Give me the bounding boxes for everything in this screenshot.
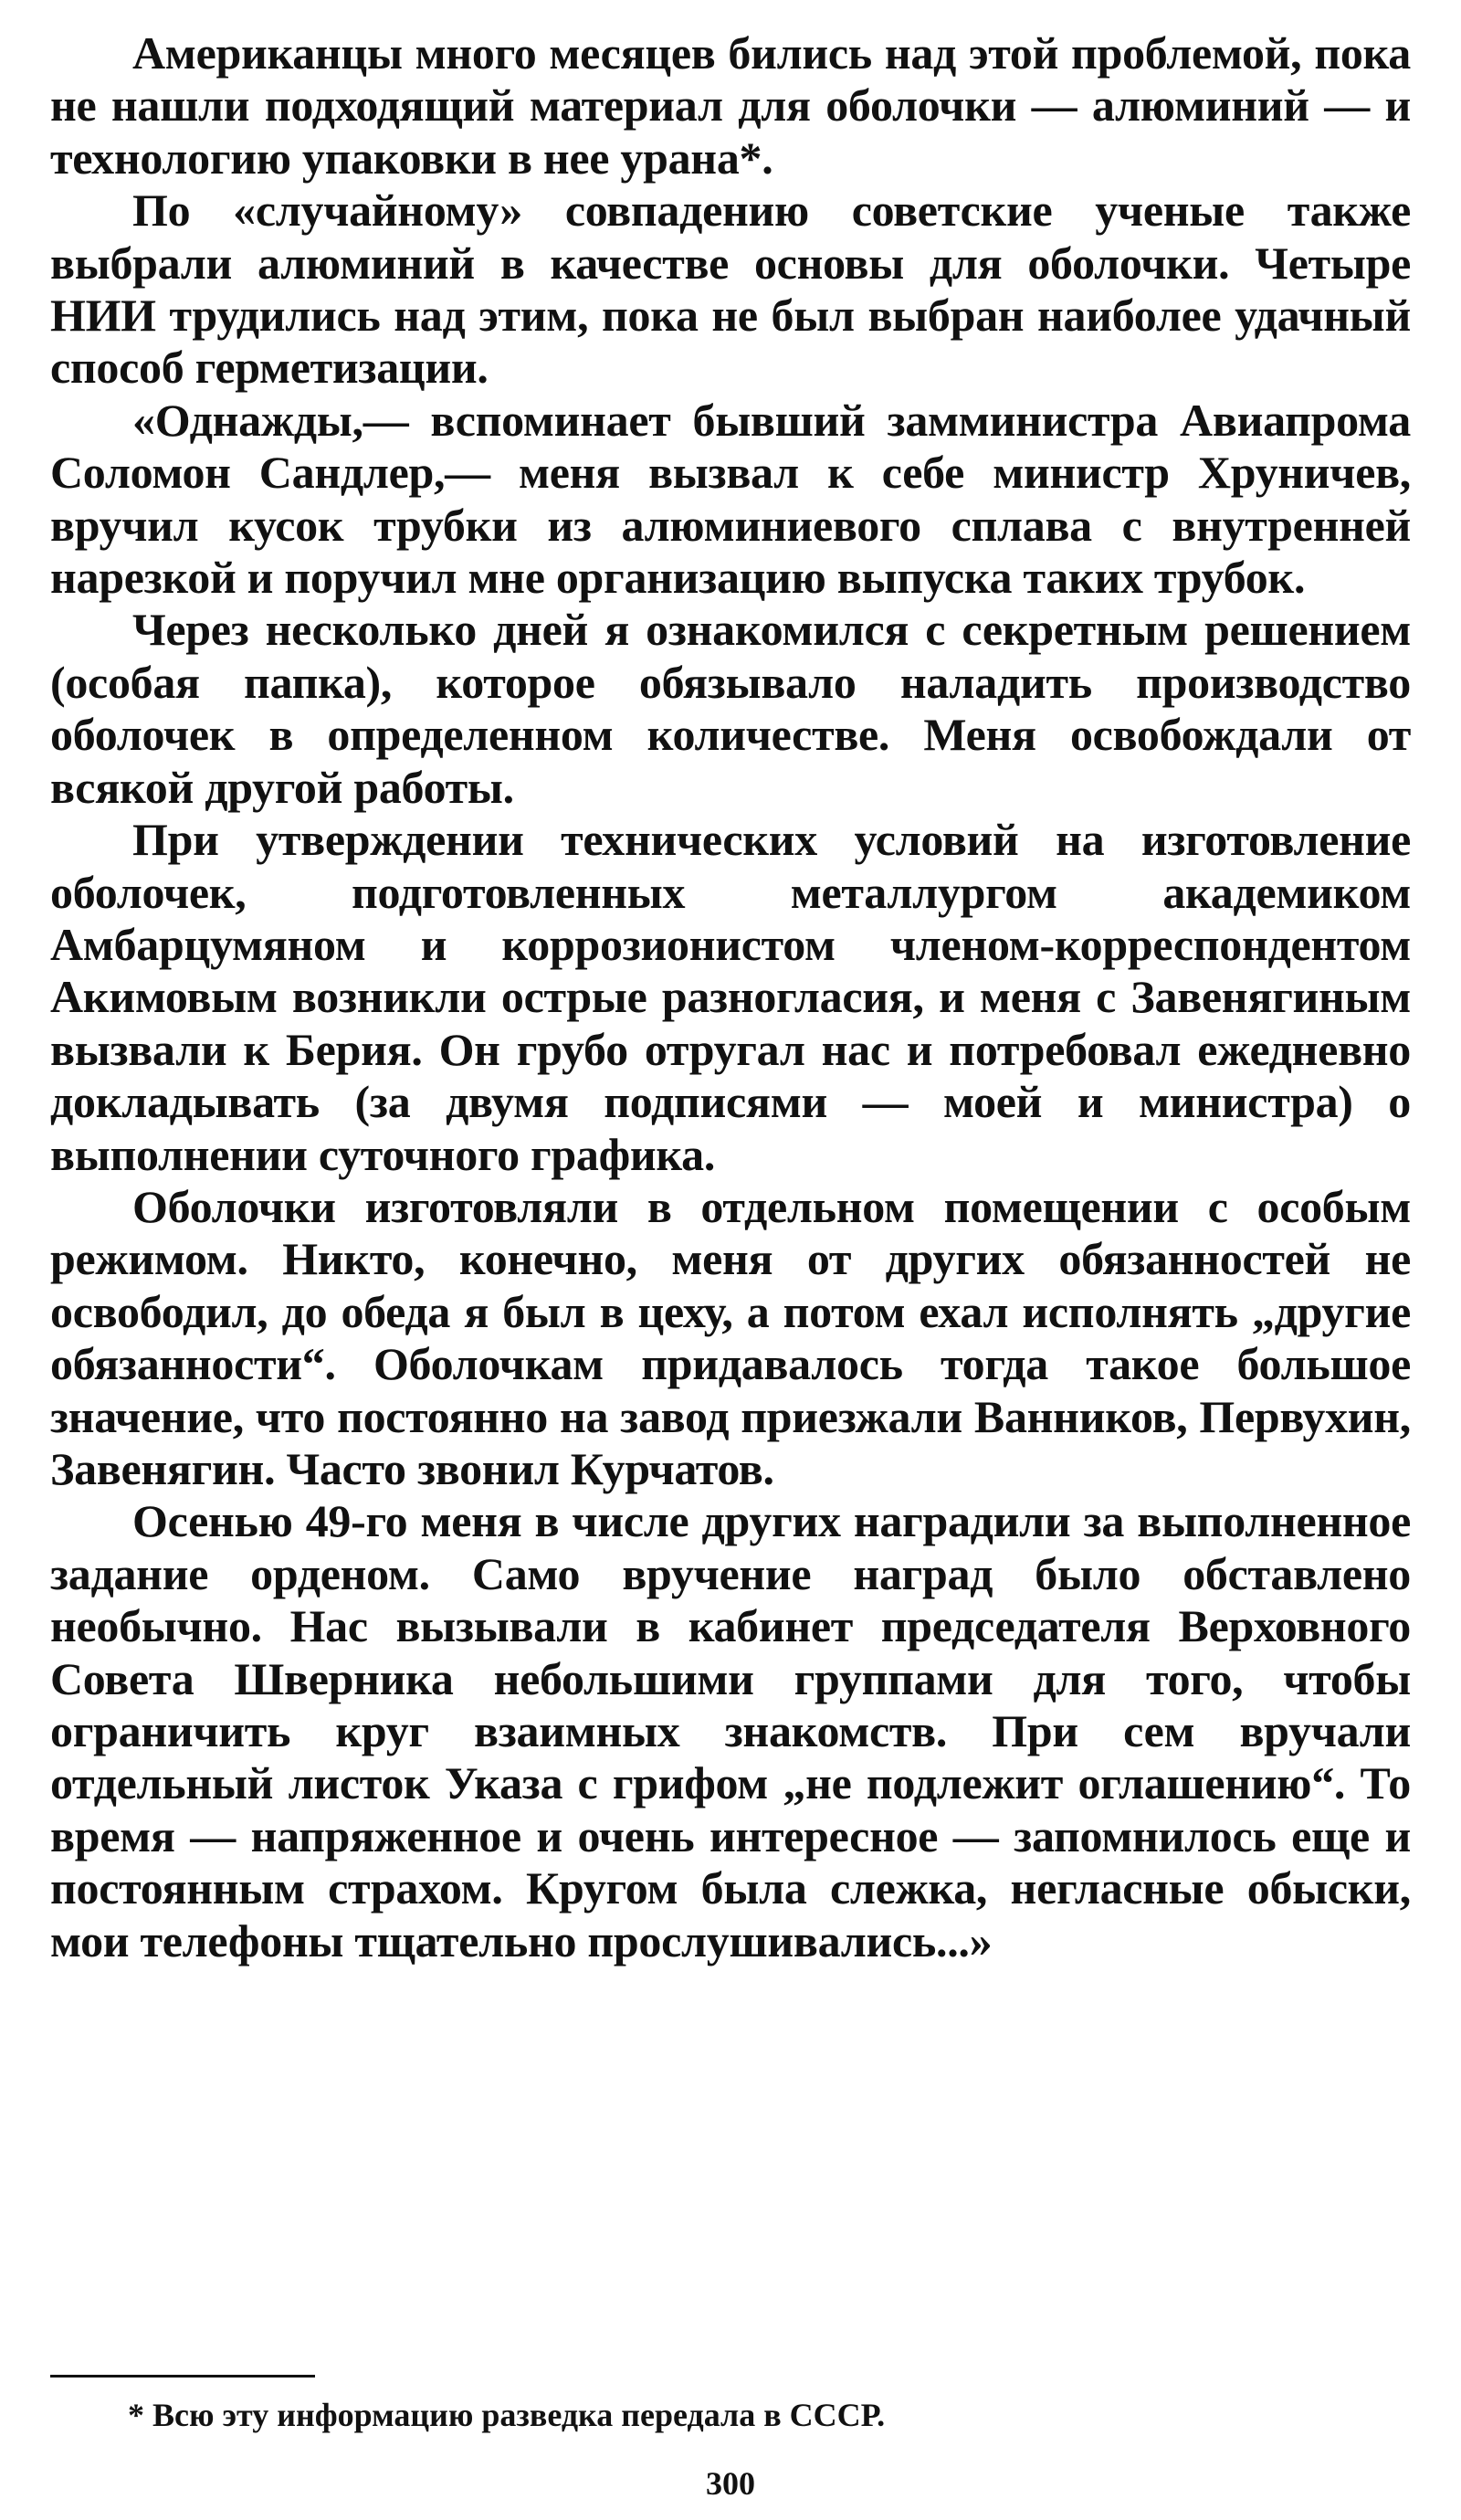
paragraph-5: При утверждении технических условий на изготовление оболочек, подготовленных металлургом академиком Амбарцумяном и коррозионистом членом-корреспондентом Акимовым возникли острые разногласия, и меня с Завенягиным вызвали к Берия. Он грубо отругал нас и потребовал ежедневно докладывать (за двумя подписями — моей и министра) о выполнении суточного графика. [50, 814, 1411, 1180]
paragraph-3: «Однажды,— вспоминает бывший замминистра Авиапрома Соломон Сандлер,— меня вызвал к себе министр Хруничев, вручил кусок трубки из алюминиевого сплава с внутренней нарезкой и поручил мне организацию выпуска таких трубок. [50, 394, 1411, 604]
footnote-divider [50, 2375, 315, 2378]
page-body [50, 27, 1411, 1967]
paragraph-7: Осенью 49-го меня в числе других наградили за выполненное задание орденом. Само вручение наград было обставлено необычно. Нас вызывали в кабинет председателя Верховного Совета Шверника небольшими группами для того, чтобы ограничить круг взаимных знакомств. При сем вручали отдельный листок Указа с грифом „не подлежит оглашению“. То время — напряженное и очень интересное — запомнилось еще и постоянным страхом. Кругом была слежка, негласные обыски, мои телефоны тщательно прослушивались...» [50, 1495, 1411, 1966]
footnote: * Всю эту информацию разведка передала в СССР. [128, 2397, 886, 2433]
paragraph-4: Через несколько дней я ознакомился с секретным решением (особая папка), которое обязывало наладить производство оболочек в определенном количестве. Меня освобождали от всякой другой работы. [50, 604, 1411, 813]
paragraph-6: Оболочки изготовляли в отдельном помещении с особым режимом. Никто, конечно, меня от других обязанностей не освободил, до обеда я был в цеху, а потом ехал исполнять „другие обязанности“. Оболочкам придавалось тогда такое большое значение, что постоянно на завод приезжали Ванников, Первухин, Завенягин. Часто звонил Курчатов. [50, 1180, 1411, 1494]
paragraph-2: По «случайному» совпадению советские ученые также выбрали алюминий в качестве основы для оболочки. Четыре НИИ трудились над этим, пока не был выбран наиболее удачный способ герметизации. [50, 185, 1411, 394]
paragraph-1: Американцы много месяцев бились над этой проблемой, пока не нашли подходящий материал для оболочки — алюминий — и технологию упаковки в нее урана*. [50, 27, 1411, 184]
page-number: 300 [706, 2465, 755, 2502]
